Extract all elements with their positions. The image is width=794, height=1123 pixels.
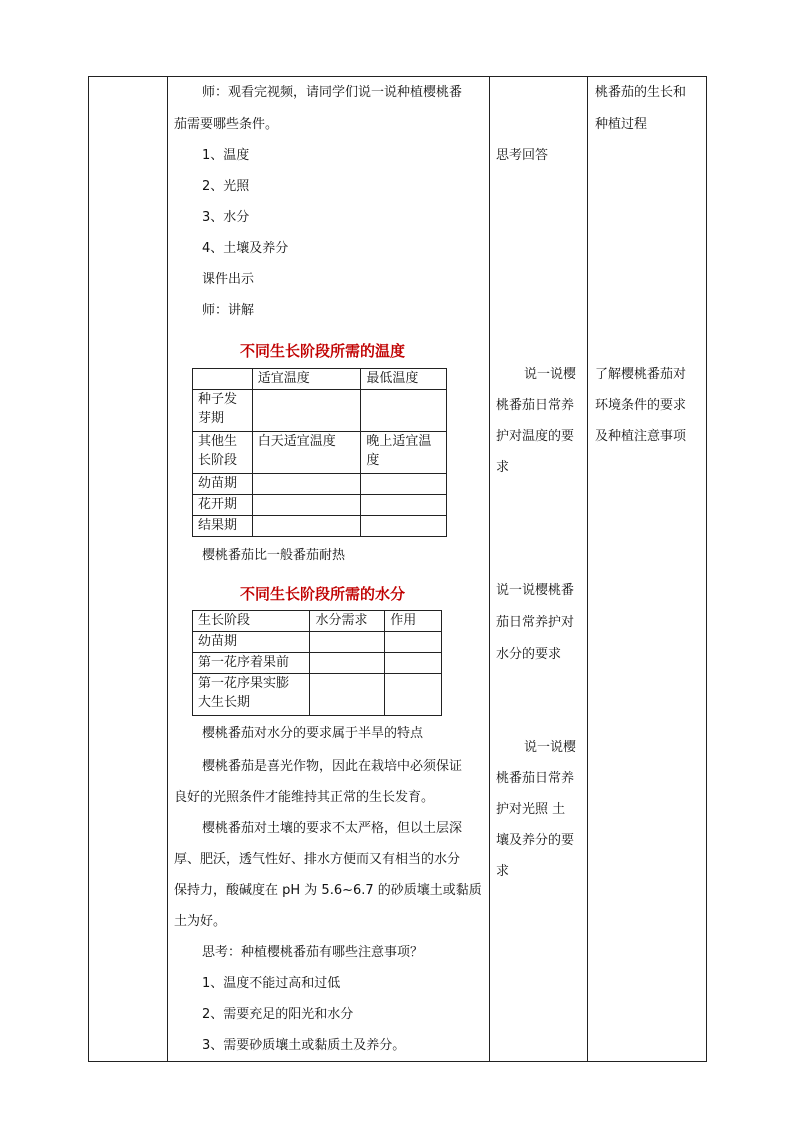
table-cell: 生长阶段 <box>193 611 310 632</box>
table-cell: 白天适宜温度 <box>252 432 361 474</box>
water-table <box>192 610 442 716</box>
table-cell: 晚上适宜温 度 <box>361 432 447 474</box>
table-cell <box>252 516 361 537</box>
lesson-plan-table <box>88 76 707 1062</box>
table-cell: 水分需求 <box>310 611 385 632</box>
condition-item: 3、水分 <box>202 210 250 225</box>
student-activity-line: 说一说樱 <box>524 367 577 382</box>
table-cell: 幼苗期 <box>193 632 310 653</box>
design-intent-line: 环境条件的要求 <box>595 398 687 413</box>
table-row <box>193 390 447 432</box>
student-activity-line: 说一说樱桃番 <box>496 583 575 598</box>
table-cell <box>361 516 447 537</box>
table-cell: 结果期 <box>193 516 253 537</box>
design-intent-line: 及种植注意事项 <box>595 429 687 444</box>
table-cell: 适宜温度 <box>252 369 361 390</box>
table-cell <box>361 495 447 516</box>
student-activity-line: 壤及养分的要 <box>496 833 575 848</box>
student-activity-column <box>490 77 587 1061</box>
temperature-section-title: 不同生长阶段所需的温度 <box>240 342 406 360</box>
teacher-question-line1: 师：观看完视频，请同学们说一说种植樱桃番 <box>202 85 463 100</box>
table-cell <box>252 474 361 495</box>
table-cell: 其他生 长阶段 <box>193 432 253 474</box>
table-cell <box>310 653 385 674</box>
student-activity-line: 护对光照 土 <box>496 802 566 817</box>
courseware-note: 课件出示 <box>202 272 255 287</box>
think-question: 思考：种植樱桃番茄有哪些注意事项？ <box>202 945 424 960</box>
table-cell <box>361 474 447 495</box>
design-intent-line: 种植过程 <box>595 117 648 132</box>
soil-paragraph-line: 厚、肥沃，透气性好、排水方便而又有相当的水分 <box>174 852 461 867</box>
table-header-row <box>193 369 447 390</box>
temperature-note: 樱桃番茄比一般番茄耐热 <box>202 548 346 563</box>
water-note: 樱桃番茄对水分的要求属于半旱的特点 <box>202 726 424 741</box>
design-intent-line: 桃番茄的生长和 <box>595 85 687 100</box>
teaching-content-column <box>168 77 489 1061</box>
student-activity-line: 护对温度的要 <box>496 429 575 444</box>
note-item: 3、需要砂质壤土或黏质土及养分。 <box>202 1038 406 1053</box>
table-row <box>193 632 442 653</box>
student-activity-line: 求 <box>496 460 510 475</box>
light-paragraph-line: 樱桃番茄是喜光作物，因此在栽培中必须保证 <box>202 759 463 774</box>
table-row <box>193 674 442 716</box>
table-row <box>193 653 442 674</box>
light-paragraph-line: 良好的光照条件才能维持其正常的生长发育。 <box>174 790 435 805</box>
table-cell: 第一花序着果前 <box>193 653 310 674</box>
student-activity-line: 桃番茄日常养 <box>496 771 575 786</box>
table-row <box>193 474 447 495</box>
soil-paragraph-line: 土为好。 <box>174 914 227 929</box>
table-cell <box>361 390 447 432</box>
table-cell: 种子发 芽期 <box>193 390 253 432</box>
table-cell <box>310 632 385 653</box>
student-activity-line: 求 <box>496 864 510 879</box>
table-row <box>193 495 447 516</box>
table-row <box>193 516 447 537</box>
soil-paragraph-line: 保持力，酸碱度在 pH 为 5.6~6.7 的砂质壤土或黏质 <box>174 883 482 898</box>
table-cell: 最低温度 <box>361 369 447 390</box>
teacher-explain: 师：讲解 <box>202 303 255 318</box>
note-item: 2、需要充足的阳光和水分 <box>202 1007 354 1022</box>
condition-item: 4、土壤及养分 <box>202 241 289 256</box>
soil-paragraph-line: 樱桃番茄对土壤的要求不太严格，但以土层深 <box>202 821 463 836</box>
table-cell: 花开期 <box>193 495 253 516</box>
design-intent-column <box>588 77 706 1061</box>
student-activity-line: 水分的要求 <box>496 647 562 662</box>
water-section-title: 不同生长阶段所需的水分 <box>240 585 406 603</box>
table-cell: 幼苗期 <box>193 474 253 495</box>
table-cell: 作用 <box>385 611 442 632</box>
student-activity-line: 桃番茄日常养 <box>496 398 575 413</box>
table-cell <box>385 674 442 716</box>
condition-item: 1、温度 <box>202 148 250 163</box>
table-cell <box>193 369 253 390</box>
table-cell: 第一花序果实膨 大生长期 <box>193 674 310 716</box>
design-intent-line: 了解樱桃番茄对 <box>595 367 687 382</box>
temperature-table <box>192 368 447 537</box>
table-cell <box>252 390 361 432</box>
table-cell <box>385 632 442 653</box>
table-row <box>193 432 447 474</box>
table-cell <box>310 674 385 716</box>
note-item: 1、温度不能过高和过低 <box>202 976 341 991</box>
student-activity-line: 说一说樱 <box>524 740 577 755</box>
teacher-question-line2: 茄需要哪些条件。 <box>174 117 279 132</box>
condition-item: 2、光照 <box>202 179 250 194</box>
table-cell <box>385 653 442 674</box>
student-activity-line: 茄日常养护对 <box>496 615 575 630</box>
table-cell <box>252 495 361 516</box>
student-activity: 思考回答 <box>496 148 549 163</box>
table-header-row <box>193 611 442 632</box>
